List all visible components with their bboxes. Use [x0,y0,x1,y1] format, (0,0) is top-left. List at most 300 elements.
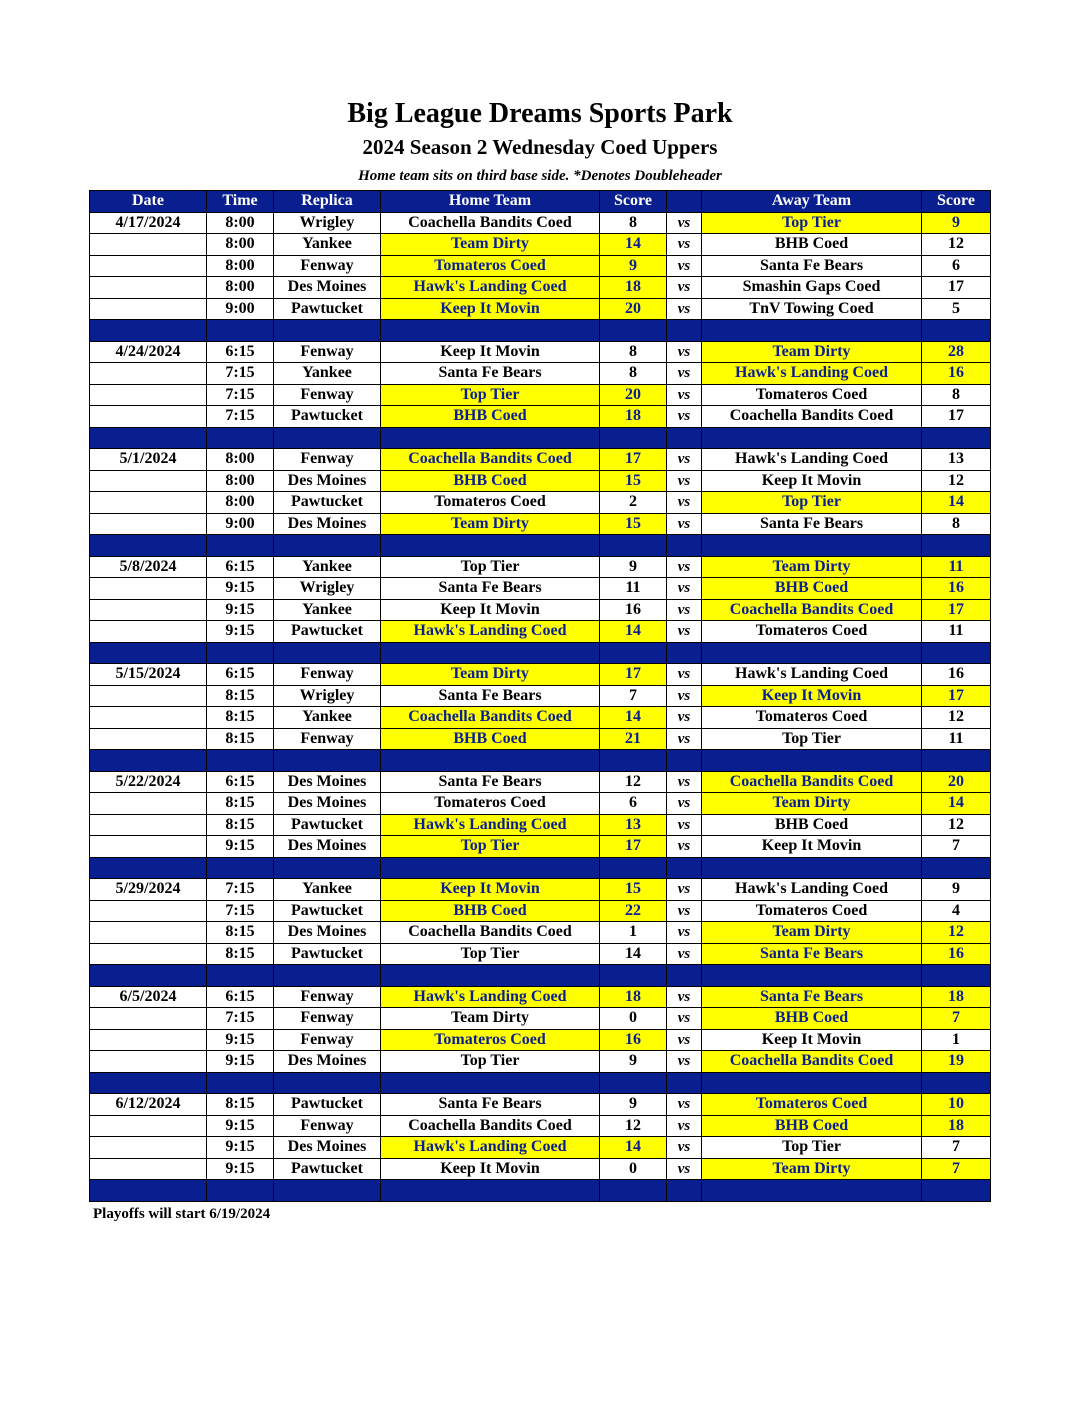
game-date [90,900,207,922]
column-header-home-score: Score [600,191,667,213]
column-header-vs [667,191,702,213]
game-row [90,1051,991,1073]
game-date [90,513,207,535]
home-team: Keep It Movin [381,1158,600,1180]
home-team: Team Dirty [381,664,600,686]
away-score: 12 [922,922,991,944]
game-date [90,685,207,707]
game-row [90,1094,991,1116]
away-score: 17 [922,685,991,707]
game-replica-field: Yankee [274,363,381,385]
away-score: 4 [922,900,991,922]
game-date: 5/22/2024 [90,771,207,793]
separator-cell [381,750,600,772]
game-date [90,384,207,406]
home-team: Santa Fe Bears [381,578,600,600]
home-score: 1 [600,922,667,944]
away-team: Santa Fe Bears [702,513,922,535]
home-score: 8 [600,341,667,363]
game-time: 8:00 [207,234,274,256]
away-team: Smashin Gaps Coed [702,277,922,299]
separator-cell [922,750,991,772]
away-score: 28 [922,341,991,363]
home-score: 14 [600,943,667,965]
home-score: 12 [600,771,667,793]
away-score: 16 [922,664,991,686]
separator-cell [274,427,381,449]
game-row [90,470,991,492]
away-score: 8 [922,513,991,535]
game-date [90,1008,207,1030]
game-date [90,1051,207,1073]
away-score: 17 [922,277,991,299]
home-score: 9 [600,1094,667,1116]
home-score: 18 [600,406,667,428]
away-score: 7 [922,1158,991,1180]
game-time: 6:15 [207,341,274,363]
away-score: 14 [922,793,991,815]
home-team: Top Tier [381,836,600,858]
separator-cell [90,1180,207,1202]
vs-label: vs [667,1094,702,1116]
separator-cell [381,857,600,879]
home-team: Team Dirty [381,513,600,535]
vs-label: vs [667,664,702,686]
game-replica-field: Fenway [274,1008,381,1030]
game-replica-field: Pawtucket [274,900,381,922]
away-team: Team Dirty [702,793,922,815]
game-row [90,1158,991,1180]
away-team: Team Dirty [702,556,922,578]
column-header-home-team: Home Team [381,191,600,213]
away-team: Keep It Movin [702,836,922,858]
home-team: Coachella Bandits Coed [381,922,600,944]
separator-cell [207,965,274,987]
game-date: 6/12/2024 [90,1094,207,1116]
home-team: Team Dirty [381,1008,600,1030]
away-score: 14 [922,492,991,514]
vs-label: vs [667,470,702,492]
game-date: 4/17/2024 [90,212,207,234]
home-score: 16 [600,1029,667,1051]
separator-cell [274,320,381,342]
away-team: TnV Towing Coed [702,298,922,320]
separator-cell [207,1180,274,1202]
away-score: 11 [922,621,991,643]
separator-cell [667,857,702,879]
game-replica-field: Fenway [274,384,381,406]
game-row [90,513,991,535]
separator-cell [600,750,667,772]
away-score: 1 [922,1029,991,1051]
away-score: 7 [922,836,991,858]
game-time: 6:15 [207,771,274,793]
table-header-row [90,191,991,213]
separator-cell [381,1072,600,1094]
away-score: 6 [922,255,991,277]
home-score: 14 [600,234,667,256]
away-team: Top Tier [702,1137,922,1159]
game-row [90,771,991,793]
game-row [90,664,991,686]
page-title: Big League Dreams Sports Park [347,98,733,129]
home-score: 15 [600,879,667,901]
game-date [90,728,207,750]
home-team: Santa Fe Bears [381,685,600,707]
game-replica-field: Fenway [274,255,381,277]
game-date [90,298,207,320]
home-team: Tomateros Coed [381,1029,600,1051]
game-time: 7:15 [207,384,274,406]
away-score: 13 [922,449,991,471]
game-row [90,1029,991,1051]
home-team: Hawk's Landing Coed [381,621,600,643]
vs-label: vs [667,1051,702,1073]
away-team: BHB Coed [702,234,922,256]
game-row [90,1008,991,1030]
away-score: 7 [922,1008,991,1030]
game-date [90,255,207,277]
home-score: 15 [600,470,667,492]
home-score: 11 [600,578,667,600]
game-date [90,1029,207,1051]
vs-label: vs [667,234,702,256]
away-score: 11 [922,556,991,578]
home-team: BHB Coed [381,728,600,750]
vs-label: vs [667,879,702,901]
vs-label: vs [667,1158,702,1180]
vs-label: vs [667,1008,702,1030]
game-row [90,943,991,965]
game-date [90,363,207,385]
separator-cell [274,857,381,879]
separator-cell [667,1072,702,1094]
away-team: Coachella Bandits Coed [702,1051,922,1073]
home-score: 7 [600,685,667,707]
vs-label: vs [667,1115,702,1137]
separator-cell [381,320,600,342]
game-time: 8:00 [207,449,274,471]
game-row [90,793,991,815]
game-time: 8:00 [207,492,274,514]
home-score: 20 [600,298,667,320]
vs-label: vs [667,363,702,385]
home-team: BHB Coed [381,470,600,492]
away-team: Santa Fe Bears [702,986,922,1008]
game-replica-field: Yankee [274,234,381,256]
away-score: 16 [922,578,991,600]
column-header-away-team: Away Team [702,191,922,213]
separator-cell [667,750,702,772]
vs-label: vs [667,277,702,299]
separator-cell [600,1180,667,1202]
game-row [90,234,991,256]
home-team: Tomateros Coed [381,255,600,277]
separator-cell [922,1072,991,1094]
vs-label: vs [667,449,702,471]
away-score: 5 [922,298,991,320]
game-date [90,922,207,944]
game-row [90,599,991,621]
week-separator [90,750,991,772]
separator-cell [90,320,207,342]
separator-cell [702,535,922,557]
week-separator [90,1072,991,1094]
away-team: Coachella Bandits Coed [702,599,922,621]
separator-cell [702,1180,922,1202]
game-replica-field: Pawtucket [274,1094,381,1116]
away-team: Hawk's Landing Coed [702,449,922,471]
game-time: 6:15 [207,986,274,1008]
game-replica-field: Wrigley [274,578,381,600]
game-time: 9:15 [207,599,274,621]
home-team: Keep It Movin [381,879,600,901]
week-separator [90,965,991,987]
separator-cell [207,750,274,772]
separator-cell [600,427,667,449]
game-replica-field: Fenway [274,664,381,686]
week-separator [90,427,991,449]
separator-cell [274,535,381,557]
home-team: BHB Coed [381,406,600,428]
game-replica-field: Des Moines [274,1137,381,1159]
separator-cell [274,750,381,772]
separator-cell [702,1072,922,1094]
vs-label: vs [667,771,702,793]
away-team: Tomateros Coed [702,384,922,406]
game-row [90,814,991,836]
game-replica-field: Des Moines [274,836,381,858]
vs-label: vs [667,341,702,363]
game-replica-field: Wrigley [274,212,381,234]
game-row [90,728,991,750]
home-score: 15 [600,513,667,535]
vs-label: vs [667,255,702,277]
away-team: Keep It Movin [702,685,922,707]
game-time: 8:00 [207,277,274,299]
game-time: 9:15 [207,621,274,643]
week-separator [90,535,991,557]
game-replica-field: Fenway [274,1029,381,1051]
away-score: 16 [922,943,991,965]
separator-cell [702,965,922,987]
away-team: Coachella Bandits Coed [702,771,922,793]
vs-label: vs [667,556,702,578]
separator-cell [90,965,207,987]
game-time: 9:15 [207,836,274,858]
home-score: 20 [600,384,667,406]
away-score: 18 [922,986,991,1008]
week-separator [90,320,991,342]
game-time: 7:15 [207,1008,274,1030]
game-row [90,212,991,234]
home-score: 18 [600,986,667,1008]
game-row [90,449,991,471]
game-replica-field: Pawtucket [274,1158,381,1180]
home-team: Keep It Movin [381,298,600,320]
away-score: 20 [922,771,991,793]
home-score: 17 [600,664,667,686]
separator-cell [90,535,207,557]
separator-cell [381,1180,600,1202]
home-team: Keep It Movin [381,341,600,363]
separator-cell [90,750,207,772]
separator-cell [600,965,667,987]
separator-cell [922,427,991,449]
game-row [90,255,991,277]
game-time: 8:15 [207,814,274,836]
week-separator [90,642,991,664]
home-team: Tomateros Coed [381,793,600,815]
separator-cell [381,642,600,664]
separator-cell [90,642,207,664]
game-date: 5/15/2024 [90,664,207,686]
separator-cell [667,320,702,342]
home-score: 0 [600,1008,667,1030]
home-score: 17 [600,836,667,858]
game-row [90,298,991,320]
home-team: Hawk's Landing Coed [381,1137,600,1159]
home-score: 9 [600,1051,667,1073]
vs-label: vs [667,707,702,729]
home-score: 6 [600,793,667,815]
game-replica-field: Fenway [274,728,381,750]
game-date [90,578,207,600]
away-team: Team Dirty [702,1158,922,1180]
column-header-away-score: Score [922,191,991,213]
home-score: 2 [600,492,667,514]
separator-cell [922,642,991,664]
away-score: 18 [922,1115,991,1137]
home-team: Team Dirty [381,234,600,256]
home-team: Keep It Movin [381,599,600,621]
home-score: 9 [600,255,667,277]
game-replica-field: Des Moines [274,513,381,535]
away-score: 9 [922,212,991,234]
home-score: 14 [600,1137,667,1159]
game-replica-field: Fenway [274,986,381,1008]
home-score: 13 [600,814,667,836]
separator-cell [922,1180,991,1202]
vs-label: vs [667,836,702,858]
game-time: 7:15 [207,406,274,428]
home-team: Santa Fe Bears [381,1094,600,1116]
schedule-body [90,212,991,1201]
vs-label: vs [667,621,702,643]
week-separator [90,857,991,879]
game-replica-field: Fenway [274,341,381,363]
away-team: Hawk's Landing Coed [702,664,922,686]
game-row [90,406,991,428]
separator-cell [274,965,381,987]
separator-cell [667,965,702,987]
game-replica-field: Des Moines [274,277,381,299]
game-time: 8:15 [207,793,274,815]
separator-cell [207,1072,274,1094]
separator-cell [90,1072,207,1094]
away-score: 12 [922,470,991,492]
game-time: 8:15 [207,922,274,944]
game-date [90,406,207,428]
separator-cell [702,320,922,342]
game-date [90,277,207,299]
game-time: 8:00 [207,470,274,492]
home-team: Hawk's Landing Coed [381,814,600,836]
game-date: 5/8/2024 [90,556,207,578]
vs-label: vs [667,728,702,750]
away-score: 17 [922,599,991,621]
schedule-note: Home team sits on third base side. *Denotes Doubleheader [358,168,722,184]
away-team: Hawk's Landing Coed [702,879,922,901]
column-header-date: Date [90,191,207,213]
away-team: BHB Coed [702,1008,922,1030]
game-replica-field: Des Moines [274,793,381,815]
week-separator [90,1180,991,1202]
away-team: Team Dirty [702,341,922,363]
away-score: 16 [922,363,991,385]
game-time: 9:15 [207,1029,274,1051]
home-score: 0 [600,1158,667,1180]
game-date [90,621,207,643]
away-score: 19 [922,1051,991,1073]
game-time: 6:15 [207,556,274,578]
vs-label: vs [667,212,702,234]
separator-cell [600,642,667,664]
away-team: Coachella Bandits Coed [702,406,922,428]
game-replica-field: Pawtucket [274,943,381,965]
vs-label: vs [667,986,702,1008]
game-date [90,943,207,965]
game-row [90,879,991,901]
game-time: 8:15 [207,1094,274,1116]
game-time: 9:00 [207,513,274,535]
separator-cell [600,535,667,557]
separator-cell [702,857,922,879]
game-date: 5/1/2024 [90,449,207,471]
game-time: 7:15 [207,363,274,385]
game-row [90,685,991,707]
home-team: Top Tier [381,556,600,578]
game-date [90,234,207,256]
home-score: 9 [600,556,667,578]
game-time: 9:00 [207,298,274,320]
game-time: 9:15 [207,1115,274,1137]
game-replica-field: Fenway [274,449,381,471]
away-team: Keep It Movin [702,470,922,492]
game-row [90,621,991,643]
game-time: 8:00 [207,212,274,234]
game-time: 7:15 [207,900,274,922]
home-score: 21 [600,728,667,750]
game-row [90,707,991,729]
away-team: Tomateros Coed [702,900,922,922]
game-date: 6/5/2024 [90,986,207,1008]
vs-label: vs [667,793,702,815]
away-team: Team Dirty [702,922,922,944]
away-score: 9 [922,879,991,901]
game-date: 4/24/2024 [90,341,207,363]
game-replica-field: Pawtucket [274,406,381,428]
game-time: 9:15 [207,1137,274,1159]
home-team: Top Tier [381,384,600,406]
away-score: 12 [922,814,991,836]
away-team: Hawk's Landing Coed [702,363,922,385]
game-row [90,492,991,514]
game-replica-field: Des Moines [274,1051,381,1073]
home-team: Tomateros Coed [381,492,600,514]
separator-cell [274,1180,381,1202]
game-row [90,384,991,406]
